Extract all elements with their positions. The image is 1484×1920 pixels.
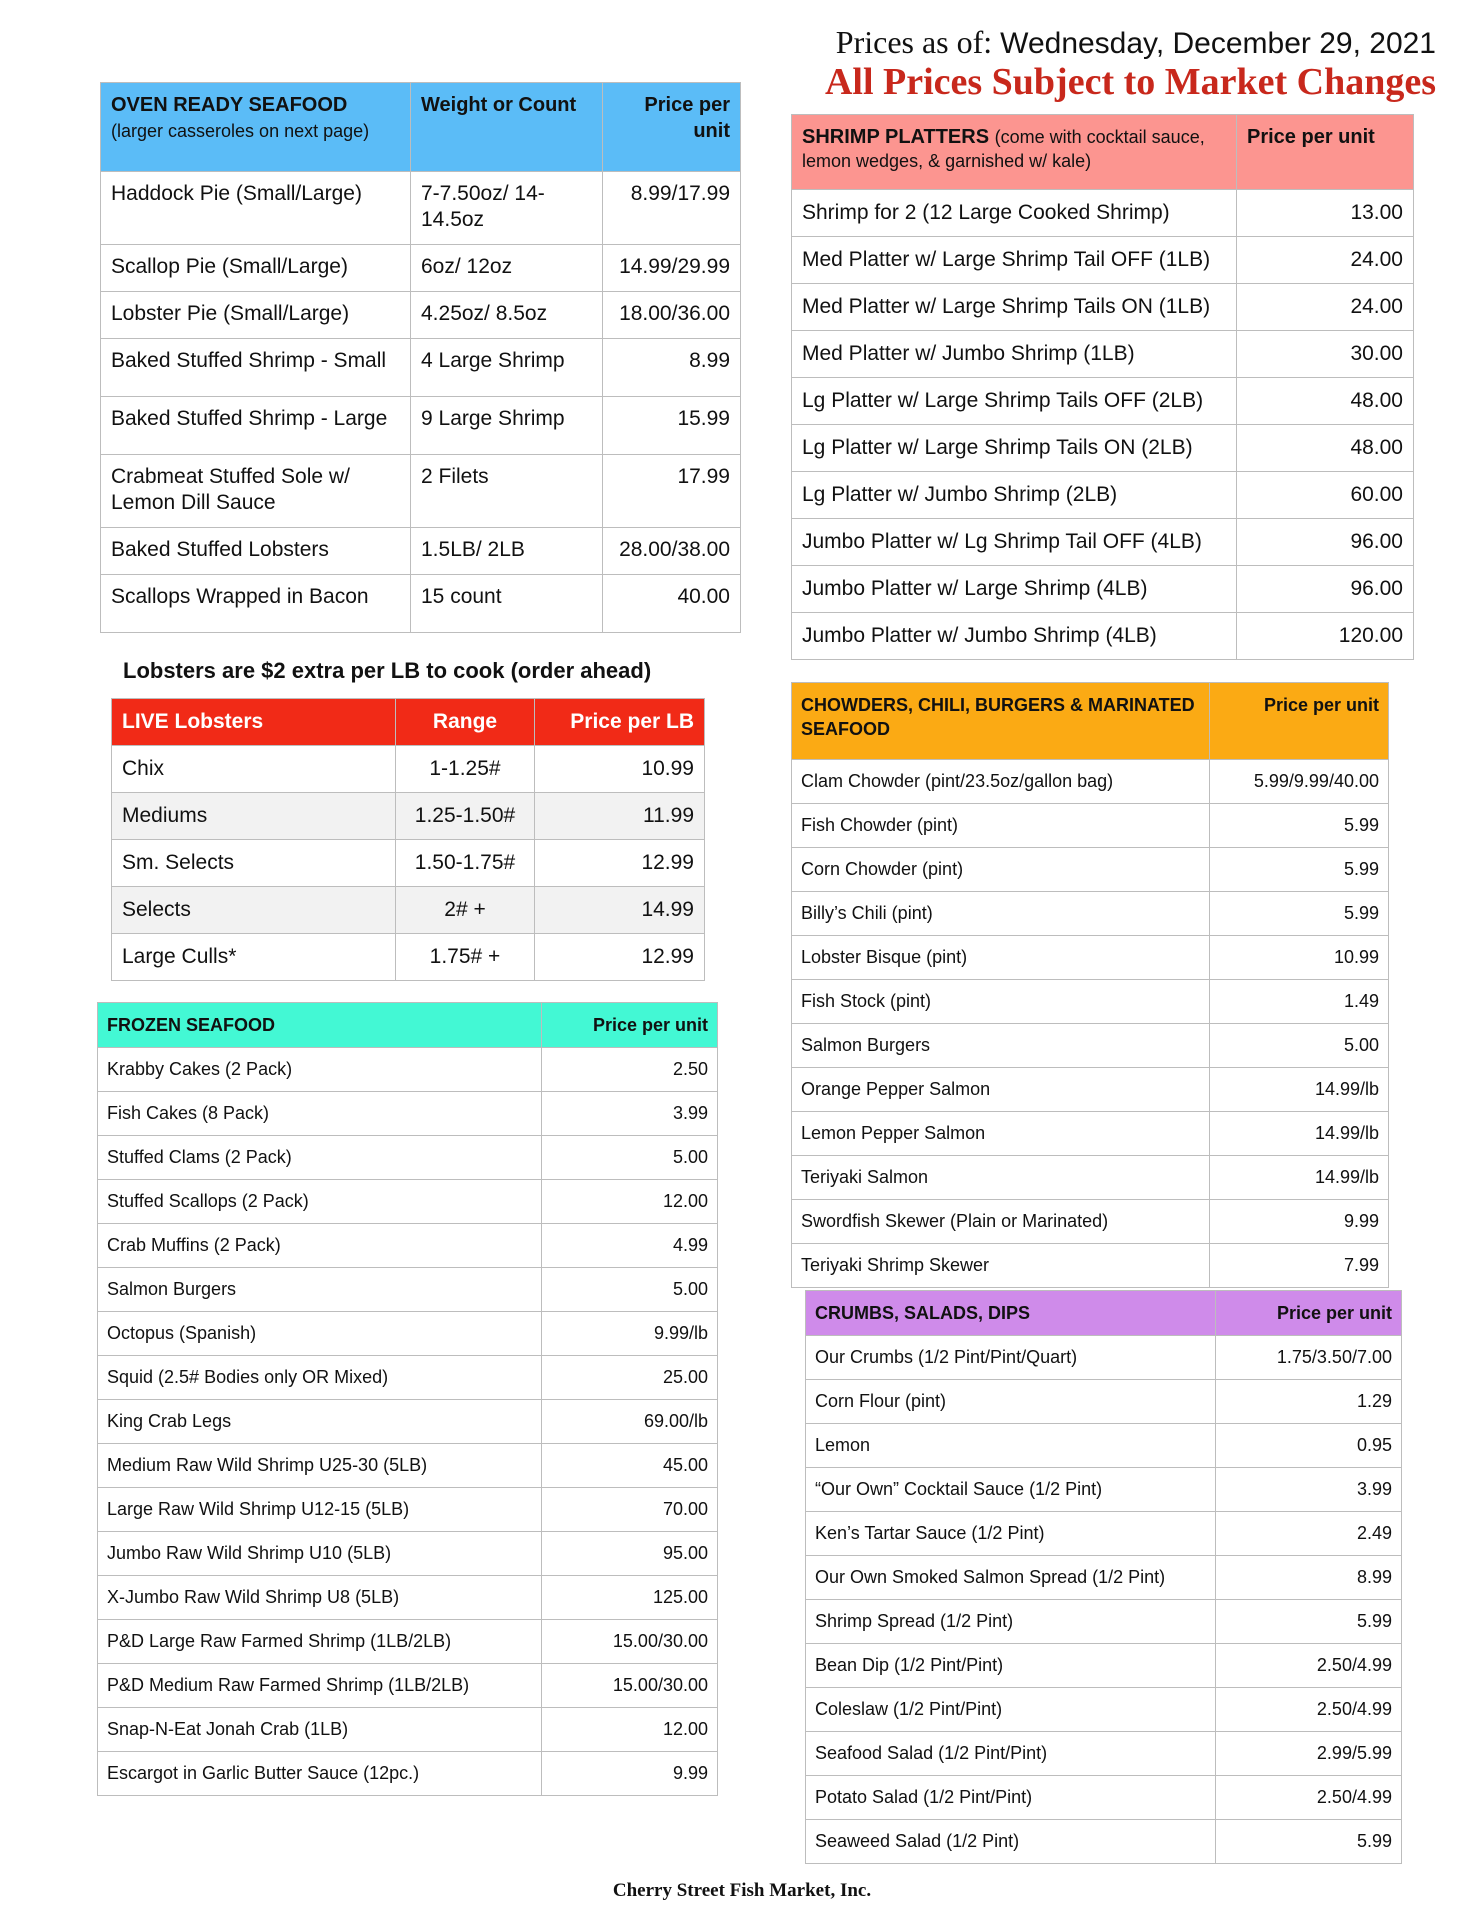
item-name: Lg Platter w/ Jumbo Shrimp (2LB) (792, 472, 1237, 519)
table-row (792, 760, 1389, 804)
item-price: 2.50/4.99 (1216, 1644, 1402, 1688)
item-name: Krabby Cakes (2 Pack) (98, 1048, 542, 1092)
item-price: 96.00 (1237, 566, 1414, 613)
table-row (112, 934, 705, 981)
table-row (792, 613, 1414, 660)
item-name: Medium Raw Wild Shrimp U25-30 (5LB) (98, 1444, 542, 1488)
item-name: King Crab Legs (98, 1400, 542, 1444)
item-name: Selects (112, 887, 396, 934)
item-price: 18.00/36.00 (603, 292, 741, 339)
item-price: 24.00 (1237, 284, 1414, 331)
item-name: Lg Platter w/ Large Shrimp Tails ON (2LB) (792, 425, 1237, 472)
item-price: 12.00 (542, 1180, 718, 1224)
live-lobsters-price-header: Price per LB (535, 699, 705, 746)
item-name: X-Jumbo Raw Wild Shrimp U8 (5LB) (98, 1576, 542, 1620)
item-weight: 6oz/ 12oz (411, 245, 603, 292)
table-row (792, 848, 1389, 892)
table-row (101, 172, 741, 245)
market-warning: All Prices Subject to Market Changes (824, 61, 1436, 103)
table-row (98, 1664, 718, 1708)
item-name: Jumbo Platter w/ Jumbo Shrimp (4LB) (792, 613, 1237, 660)
item-price: 17.99 (603, 455, 741, 528)
item-weight: 4 Large Shrimp (411, 339, 603, 397)
table-row (792, 1156, 1389, 1200)
table-row (98, 1356, 718, 1400)
table-row (98, 1620, 718, 1664)
table-row (98, 1708, 718, 1752)
table-row (792, 1112, 1389, 1156)
prices-as-of (836, 24, 1436, 61)
table-row (792, 566, 1414, 613)
item-name: “Our Own” Cocktail Sauce (1/2 Pint) (806, 1468, 1216, 1512)
table-row (792, 331, 1414, 378)
item-name: Bean Dip (1/2 Pint/Pint) (806, 1644, 1216, 1688)
item-name: Our Crumbs (1/2 Pint/Pint/Quart) (806, 1336, 1216, 1380)
item-weight: 4.25oz/ 8.5oz (411, 292, 603, 339)
lobster-cook-note: Lobsters are $2 extra per LB to cook (order ahead) (123, 658, 652, 683)
table-row (101, 397, 741, 455)
shrimp-platters-price-header: Price per unit (1237, 115, 1414, 190)
item-price: 5.99 (1210, 804, 1389, 848)
item-name: Jumbo Raw Wild Shrimp U10 (5LB) (98, 1532, 542, 1576)
item-price: 30.00 (1237, 331, 1414, 378)
table-row (112, 746, 705, 793)
table-row (112, 793, 705, 840)
item-price: 15.00/30.00 (542, 1620, 718, 1664)
item-name: Seaweed Salad (1/2 Pint) (806, 1820, 1216, 1864)
live-lobsters-title: LIVE Lobsters (112, 699, 396, 746)
item-range: 1.75# + (396, 934, 535, 981)
frozen-seafood-table (97, 1002, 718, 1796)
item-name: Swordfish Skewer (Plain or Marinated) (792, 1200, 1210, 1244)
item-price: 125.00 (542, 1576, 718, 1620)
item-name: Large Raw Wild Shrimp U12-15 (5LB) (98, 1488, 542, 1532)
item-price: 40.00 (603, 575, 741, 633)
table-row (792, 1024, 1389, 1068)
table-row (101, 339, 741, 397)
table-row (98, 1180, 718, 1224)
item-weight: 7-7.50oz/ 14-14.5oz (411, 172, 603, 245)
item-name: Octopus (Spanish) (98, 1312, 542, 1356)
item-name: Large Culls* (112, 934, 396, 981)
item-name: Fish Cakes (8 Pack) (98, 1092, 542, 1136)
oven-ready-weight-header: Weight or Count (411, 83, 603, 172)
item-price: 5.00 (1210, 1024, 1389, 1068)
item-price: 0.95 (1216, 1424, 1402, 1468)
item-name: Lemon Pepper Salmon (792, 1112, 1210, 1156)
item-name: Ken’s Tartar Sauce (1/2 Pint) (806, 1512, 1216, 1556)
table-row (806, 1820, 1402, 1864)
item-price: 12.99 (535, 934, 705, 981)
company-footer: Cherry Street Fish Market, Inc. (612, 1880, 872, 1901)
item-price: 9.99 (1210, 1200, 1389, 1244)
table-row (792, 804, 1389, 848)
item-price: 12.99 (535, 840, 705, 887)
shrimp-platters-header (792, 115, 1414, 190)
table-row (792, 425, 1414, 472)
item-name: Lobster Pie (Small/Large) (101, 292, 411, 339)
item-price: 14.99/lb (1210, 1156, 1389, 1200)
item-price: 25.00 (542, 1356, 718, 1400)
item-weight: 1.5LB/ 2LB (411, 528, 603, 575)
frozen-header (98, 1003, 718, 1048)
chowders-table (791, 682, 1389, 1288)
item-price: 69.00/lb (542, 1400, 718, 1444)
item-price: 2.50/4.99 (1216, 1688, 1402, 1732)
item-price: 95.00 (542, 1532, 718, 1576)
item-name: Crab Muffins (2 Pack) (98, 1224, 542, 1268)
table-row (101, 575, 741, 633)
item-price: 1.49 (1210, 980, 1389, 1024)
table-row (806, 1468, 1402, 1512)
item-price: 5.99 (1210, 848, 1389, 892)
item-price: 96.00 (1237, 519, 1414, 566)
item-price: 5.99/9.99/40.00 (1210, 760, 1389, 804)
table-row (806, 1600, 1402, 1644)
table-row (112, 887, 705, 934)
item-name: Teriyaki Salmon (792, 1156, 1210, 1200)
item-price: 2.49 (1216, 1512, 1402, 1556)
table-row (792, 472, 1414, 519)
table-row (98, 1092, 718, 1136)
item-name: Corn Chowder (pint) (792, 848, 1210, 892)
item-name: Orange Pepper Salmon (792, 1068, 1210, 1112)
table-row (792, 519, 1414, 566)
shrimp-platters-table (791, 114, 1414, 660)
crumbs-header (806, 1291, 1402, 1336)
item-price: 7.99 (1210, 1244, 1389, 1288)
item-price: 45.00 (542, 1444, 718, 1488)
item-price: 120.00 (1237, 613, 1414, 660)
item-range: 1.25-1.50# (396, 793, 535, 840)
item-name: Clam Chowder (pint/23.5oz/gallon bag) (792, 760, 1210, 804)
item-name: Mediums (112, 793, 396, 840)
table-row (98, 1400, 718, 1444)
item-name: Sm. Selects (112, 840, 396, 887)
table-row (792, 936, 1389, 980)
table-row (98, 1752, 718, 1796)
item-price: 48.00 (1237, 425, 1414, 472)
item-price: 14.99/29.99 (603, 245, 741, 292)
table-row (792, 237, 1414, 284)
item-weight: 9 Large Shrimp (411, 397, 603, 455)
table-row (792, 190, 1414, 237)
item-name: Fish Chowder (pint) (792, 804, 1210, 848)
item-price: 14.99/lb (1210, 1112, 1389, 1156)
item-price: 14.99 (535, 887, 705, 934)
item-name: Stuffed Scallops (2 Pack) (98, 1180, 542, 1224)
item-name: Baked Stuffed Shrimp - Small (101, 339, 411, 397)
table-row (101, 292, 741, 339)
item-name: Shrimp Spread (1/2 Pint) (806, 1600, 1216, 1644)
oven-ready-table (100, 82, 741, 633)
item-price: 13.00 (1237, 190, 1414, 237)
table-row (806, 1336, 1402, 1380)
crumbs-price-header: Price per unit (1216, 1291, 1402, 1336)
crumbs-title: CRUMBS, SALADS, DIPS (806, 1291, 1216, 1336)
table-row (98, 1312, 718, 1356)
item-name: Scallops Wrapped in Bacon (101, 575, 411, 633)
item-name: P&D Medium Raw Farmed Shrimp (1LB/2LB) (98, 1664, 542, 1708)
frozen-title: FROZEN SEAFOOD (98, 1003, 542, 1048)
item-price: 70.00 (542, 1488, 718, 1532)
table-row (792, 1068, 1389, 1112)
table-row (98, 1224, 718, 1268)
table-row (98, 1576, 718, 1620)
item-price: 3.99 (542, 1092, 718, 1136)
item-price: 3.99 (1216, 1468, 1402, 1512)
table-row (101, 245, 741, 292)
item-price: 5.00 (542, 1268, 718, 1312)
item-price: 4.99 (542, 1224, 718, 1268)
item-name: Jumbo Platter w/ Lg Shrimp Tail OFF (4LB) (792, 519, 1237, 566)
item-price: 9.99/lb (542, 1312, 718, 1356)
item-name: Coleslaw (1/2 Pint/Pint) (806, 1688, 1216, 1732)
item-price: 8.99 (603, 339, 741, 397)
item-range: 1.50-1.75# (396, 840, 535, 887)
item-name: Chix (112, 746, 396, 793)
item-price: 10.99 (535, 746, 705, 793)
item-price: 8.99/17.99 (603, 172, 741, 245)
oven-ready-title: OVEN READY SEAFOOD (111, 94, 348, 116)
table-row (98, 1136, 718, 1180)
shrimp-platters-title-cell (792, 115, 1237, 190)
item-price: 5.00 (542, 1136, 718, 1180)
item-price: 8.99 (1216, 1556, 1402, 1600)
oven-ready-price-header: Price per unit (603, 83, 741, 172)
item-name: Stuffed Clams (2 Pack) (98, 1136, 542, 1180)
item-name: Baked Stuffed Lobsters (101, 528, 411, 575)
frozen-price-header: Price per unit (542, 1003, 718, 1048)
as-of-label: Prices as of: (835, 24, 993, 60)
chowders-title: CHOWDERS, CHILI, BURGERS & MARINATED SEAFOOD (792, 683, 1210, 760)
item-price: 9.99 (542, 1752, 718, 1796)
table-row (806, 1424, 1402, 1468)
shrimp-platters-subtitle: (come with cocktail sauce, lemon wedges, & garnished w/ kale) (802, 127, 1205, 171)
item-price: 11.99 (535, 793, 705, 840)
table-row (792, 892, 1389, 936)
item-name: Med Platter w/ Large Shrimp Tail OFF (1LB) (792, 237, 1237, 284)
table-row (112, 840, 705, 887)
table-row (792, 980, 1389, 1024)
oven-ready-subtitle: (larger casseroles on next page) (111, 121, 370, 141)
item-name: Our Own Smoked Salmon Spread (1/2 Pint) (806, 1556, 1216, 1600)
table-row (806, 1644, 1402, 1688)
live-lobsters-range-header: Range (396, 699, 535, 746)
item-name: Baked Stuffed Shrimp - Large (101, 397, 411, 455)
item-name: Lobster Bisque (pint) (792, 936, 1210, 980)
item-price: 2.50 (542, 1048, 718, 1092)
item-price: 15.00/30.00 (542, 1664, 718, 1708)
item-name: Lemon (806, 1424, 1216, 1468)
live-lobsters-header (112, 699, 705, 746)
table-row (101, 455, 741, 528)
table-row (98, 1444, 718, 1488)
table-row (98, 1532, 718, 1576)
table-row (98, 1268, 718, 1312)
chowders-header (792, 683, 1389, 760)
item-name: Salmon Burgers (792, 1024, 1210, 1068)
item-name: Seafood Salad (1/2 Pint/Pint) (806, 1732, 1216, 1776)
table-row (806, 1512, 1402, 1556)
item-name: Crabmeat Stuffed Sole w/ Lemon Dill Sauce (101, 455, 411, 528)
item-weight: 2 Filets (411, 455, 603, 528)
item-price: 48.00 (1237, 378, 1414, 425)
item-range: 2# + (396, 887, 535, 934)
item-weight: 15 count (411, 575, 603, 633)
item-name: Med Platter w/ Jumbo Shrimp (1LB) (792, 331, 1237, 378)
item-price: 14.99/lb (1210, 1068, 1389, 1112)
item-price: 12.00 (542, 1708, 718, 1752)
item-name: Salmon Burgers (98, 1268, 542, 1312)
item-price: 10.99 (1210, 936, 1389, 980)
item-price: 5.99 (1216, 1600, 1402, 1644)
item-price: 2.99/5.99 (1216, 1732, 1402, 1776)
item-name: Scallop Pie (Small/Large) (101, 245, 411, 292)
item-price: 1.75/3.50/7.00 (1216, 1336, 1402, 1380)
shrimp-platters-title: SHRIMP PLATTERS (802, 126, 990, 148)
live-lobsters-table (111, 698, 705, 981)
table-row (98, 1048, 718, 1092)
oven-ready-title-cell (101, 83, 411, 172)
table-row (806, 1556, 1402, 1600)
as-of-date: Wednesday, December 29, 2021 (1000, 27, 1436, 60)
item-name: Fish Stock (pint) (792, 980, 1210, 1024)
table-row (98, 1488, 718, 1532)
item-name: Escargot in Garlic Butter Sauce (12pc.) (98, 1752, 542, 1796)
item-name: Corn Flour (pint) (806, 1380, 1216, 1424)
table-row (792, 1200, 1389, 1244)
item-name: Potato Salad (1/2 Pint/Pint) (806, 1776, 1216, 1820)
table-row (806, 1732, 1402, 1776)
item-name: Haddock Pie (Small/Large) (101, 172, 411, 245)
table-row (806, 1776, 1402, 1820)
item-name: Med Platter w/ Large Shrimp Tails ON (1LB) (792, 284, 1237, 331)
item-name: Lg Platter w/ Large Shrimp Tails OFF (2LB) (792, 378, 1237, 425)
item-name: Jumbo Platter w/ Large Shrimp (4LB) (792, 566, 1237, 613)
item-price: 24.00 (1237, 237, 1414, 284)
table-row (792, 1244, 1389, 1288)
table-row (101, 528, 741, 575)
item-name: Snap-N-Eat Jonah Crab (1LB) (98, 1708, 542, 1752)
item-name: P&D Large Raw Farmed Shrimp (1LB/2LB) (98, 1620, 542, 1664)
table-row (806, 1380, 1402, 1424)
crumbs-table (805, 1290, 1402, 1864)
item-price: 60.00 (1237, 472, 1414, 519)
table-row (806, 1688, 1402, 1732)
item-range: 1-1.25# (396, 746, 535, 793)
item-price: 28.00/38.00 (603, 528, 741, 575)
item-name: Teriyaki Shrimp Skewer (792, 1244, 1210, 1288)
chowders-price-header: Price per unit (1210, 683, 1389, 760)
table-row (792, 284, 1414, 331)
item-price: 2.50/4.99 (1216, 1776, 1402, 1820)
item-price: 1.29 (1216, 1380, 1402, 1424)
item-price: 15.99 (603, 397, 741, 455)
item-name: Squid (2.5# Bodies only OR Mixed) (98, 1356, 542, 1400)
item-price: 5.99 (1216, 1820, 1402, 1864)
item-price: 5.99 (1210, 892, 1389, 936)
oven-ready-header (101, 83, 741, 172)
table-row (792, 378, 1414, 425)
item-name: Billy’s Chili (pint) (792, 892, 1210, 936)
item-name: Shrimp for 2 (12 Large Cooked Shrimp) (792, 190, 1237, 237)
